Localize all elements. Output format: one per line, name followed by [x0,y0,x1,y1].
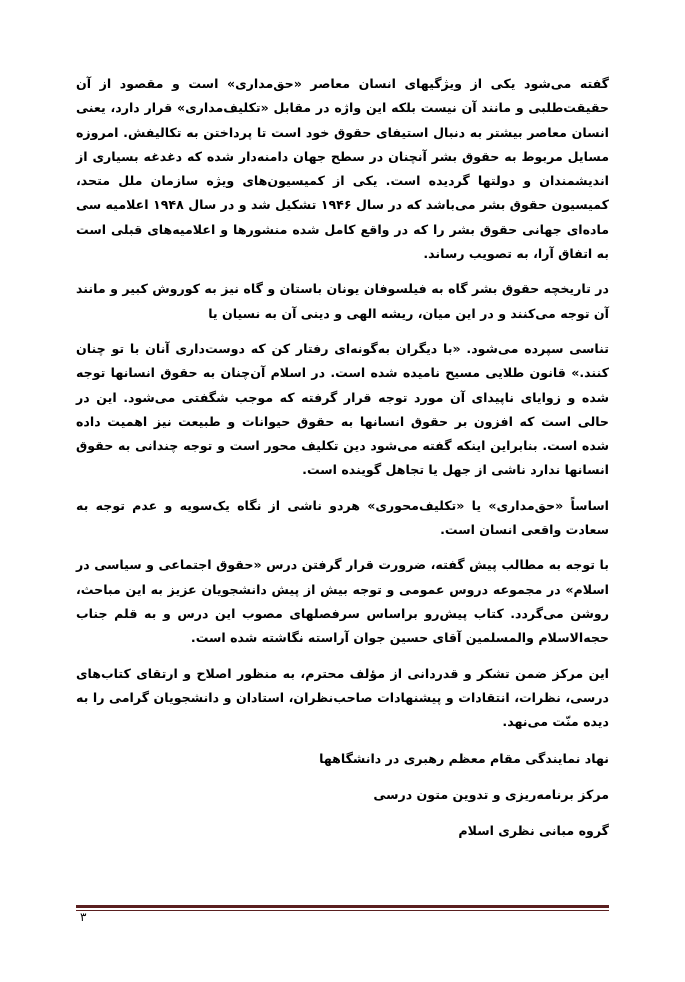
page-number: ۳ [80,910,87,924]
footer-divider-thick [76,905,609,908]
footer-divider-thin [76,910,609,911]
signature-representation-office: نهاد نمایندگی مقام معظم رهبری در دانشگاهها [319,751,609,767]
paragraph-course-necessity: با توجه به مطالب پیش گفته، ضرورت قرار گرفتن درس «حقوق اجتماعی و سیاسی در اسلام» در مجموعه دروس عمومی و توجه بیش از پیش دانشجویان عزیز به این مباحث، روشن می‌گردد. کتاب پیش‌رو براساس سرفصلهای مصوب این درس و به قلم جناب حجه‌الاسلام والمسلمین آقای حسین جوان آراسته نگاشته شده است. [76,557,609,646]
paragraph-acknowledgement: این مرکز ضمن تشکر و قدردانی از مؤلف محترم، به منظور اصلاح و ارتقای کتاب‌های درسی، نظرات، انتقادات و پیشنهادات صاحب‌نظران، استادان و دانشجویان گرامی را به دیده منّت می‌نهد. [76,665,609,730]
signature-curriculum-center: مرکز برنامه‌ریزی و تدوین متون درسی [373,787,609,803]
paragraph-rights-vs-duties: اساساً «حق‌مداری» یا «تکلیف‌محوری» هردو ناشی از نگاه یک‌سویه و عدم توجه به سعادت واقعی انسان است. [76,497,609,538]
paragraph-history: در تاریخچه حقوق بشر گاه به فیلسوفان یونان باستان و گاه نیز به کوروش کبیر و مانند آن توجه می‌کنند و در این میان، ریشه الهی و دینی آن به نسیان یا [76,281,609,321]
signature-theory-group: گروه مبانی نظری اسلام [458,823,609,839]
paragraph-human-rights-intro: گفته می‌شود یکی از ویژگیهای انسان معاصر «حق‌مداری» است و مقصود از آن حقیقت‌طلبی و مانند آن نیست بلکه این واژه در مقابل «تکلیف‌مداری» قرار دارد، یعنی انسان معاصر بیشتر به دنبال استیفای حقوق خود است تا پرداختن به تکالیفش. امروزه مسایل مربوط به حقوق بشر آنچنان در سطح جهان دامنه‌دار شده که دغدغه بسیاری از اندیشمندان و دولتها گردیده است. یکی از کمیسیون‌های ویژه سازمان ملل متحد، کمیسیون حقوق بشر می‌باشد که در سال ۱۹۴۶ تشکیل شد و در سال ۱۹۴۸ اعلامیه سی ماده‌ای جهانی حقوق بشر را که در واقع کامل شده منشورها و اعلامیه‌های قبلی است به اتفاق آرا، به تصویب رساند. [76,76,610,262]
document-body [76,72,609,855]
paragraph-islam-rights: تناسی سپرده می‌شود. «با دیگران به‌گونه‌ای رفتار کن که دوست‌داری آنان با تو چنان کنند.» قانون طلایی مسیح نامیده شده است. در اسلام آن‌چنان به حقوق انسانها توجه شده و زوایای ناپیدای آن مورد توجه قرار گرفته که موجب شگفتی می‌شود. این در حالی است که افزون بر حقوق انسانها به حقوق حیوانات و طبیعت نیز اهمیت داده شده است. بنابراین اینکه گفته می‌شود دین تکلیف محور است و توجه چندانی به حقوق انسانها ندارد ناشی از جهل یا تجاهل گوینده است. [76,340,609,478]
